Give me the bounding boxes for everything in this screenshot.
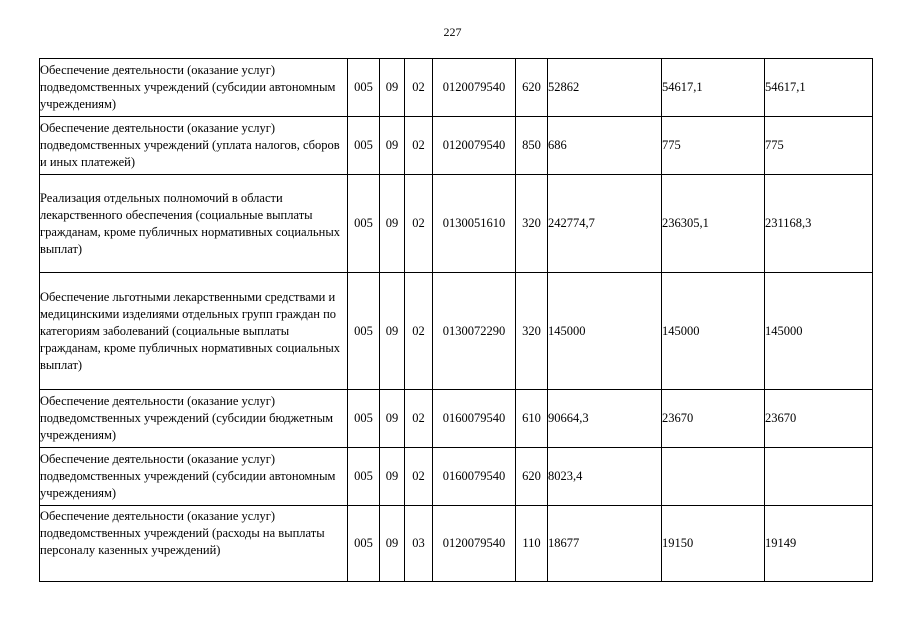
target-article-code: 0160079540 — [433, 448, 516, 506]
amount-year-3: 231168,3 — [765, 175, 873, 273]
subsection-code: 02 — [405, 273, 433, 390]
amount-year-1: 18677 — [548, 506, 662, 582]
expense-type-code: 610 — [516, 390, 548, 448]
ministry-code: 005 — [348, 59, 380, 117]
expense-type-code: 110 — [516, 506, 548, 582]
amount-year-3: 54617,1 — [765, 59, 873, 117]
amount-year-1: 90664,3 — [548, 390, 662, 448]
table-row — [40, 273, 873, 390]
subsection-code: 02 — [405, 175, 433, 273]
amount-year-2: 23670 — [662, 390, 765, 448]
row-description: Реализация отдельных полномочий в области лекарственного обеспечения (социальные выплаты гражданам, кроме публичных нормативных социальных выплат) — [40, 175, 348, 273]
target-article-code: 0120079540 — [433, 117, 516, 175]
ministry-code: 005 — [348, 390, 380, 448]
amount-year-3: 775 — [765, 117, 873, 175]
amount-year-2 — [662, 448, 765, 506]
section-code: 09 — [380, 175, 405, 273]
target-article-code: 0120079540 — [433, 59, 516, 117]
table-row — [40, 506, 873, 582]
table-row — [40, 448, 873, 506]
subsection-code: 02 — [405, 117, 433, 175]
amount-year-3: 145000 — [765, 273, 873, 390]
section-code: 09 — [380, 59, 405, 117]
amount-year-3 — [765, 448, 873, 506]
amount-year-2: 145000 — [662, 273, 765, 390]
row-description: Обеспечение деятельности (оказание услуг) подведомственных учреждений (субсидии автономным учреждениям) — [40, 59, 348, 117]
table-row — [40, 390, 873, 448]
subsection-code: 02 — [405, 59, 433, 117]
section-code: 09 — [380, 448, 405, 506]
table-row — [40, 175, 873, 273]
expense-type-code: 320 — [516, 175, 548, 273]
table-row — [40, 59, 873, 117]
target-article-code: 0120079540 — [433, 506, 516, 582]
row-description: Обеспечение деятельности (оказание услуг) подведомственных учреждений (расходы на выплаты персоналу казенных учреждений) — [40, 506, 348, 582]
row-description: Обеспечение деятельности (оказание услуг) подведомственных учреждений (субсидии автономным учреждениям) — [40, 448, 348, 506]
expense-type-code: 620 — [516, 59, 548, 117]
target-article-code: 0130072290 — [433, 273, 516, 390]
target-article-code: 0160079540 — [433, 390, 516, 448]
target-article-code: 0130051610 — [433, 175, 516, 273]
amount-year-2: 236305,1 — [662, 175, 765, 273]
subsection-code: 02 — [405, 390, 433, 448]
amount-year-1: 242774,7 — [548, 175, 662, 273]
expense-type-code: 620 — [516, 448, 548, 506]
amount-year-1: 8023,4 — [548, 448, 662, 506]
row-description: Обеспечение деятельности (оказание услуг) подведомственных учреждений (субсидии бюджетным учреждениям) — [40, 390, 348, 448]
subsection-code: 02 — [405, 448, 433, 506]
subsection-code: 03 — [405, 506, 433, 582]
amount-year-3: 19149 — [765, 506, 873, 582]
page-number: 227 — [443, 25, 462, 39]
amount-year-2: 19150 — [662, 506, 765, 582]
expense-type-code: 320 — [516, 273, 548, 390]
amount-year-2: 54617,1 — [662, 59, 765, 117]
row-description: Обеспечение льготными лекарственными средствами и медицинскими изделиями отдельных групп граждан по категориям заболеваний (социальные выплаты гражданам, кроме публичных нормативных социальных выплат) — [40, 273, 348, 390]
expense-type-code: 850 — [516, 117, 548, 175]
section-code: 09 — [380, 117, 405, 175]
amount-year-1: 52862 — [548, 59, 662, 117]
amount-year-1: 686 — [548, 117, 662, 175]
ministry-code: 005 — [348, 117, 380, 175]
amount-year-2: 775 — [662, 117, 765, 175]
section-code: 09 — [380, 506, 405, 582]
ministry-code: 005 — [348, 506, 380, 582]
row-description: Обеспечение деятельности (оказание услуг) подведомственных учреждений (уплата налогов, сборов и иных платежей) — [40, 117, 348, 175]
ministry-code: 005 — [348, 273, 380, 390]
ministry-code: 005 — [348, 448, 380, 506]
amount-year-1: 145000 — [548, 273, 662, 390]
section-code: 09 — [380, 273, 405, 390]
ministry-code: 005 — [348, 175, 380, 273]
table-row — [40, 117, 873, 175]
amount-year-3: 23670 — [765, 390, 873, 448]
budget-table — [39, 58, 873, 582]
section-code: 09 — [380, 390, 405, 448]
